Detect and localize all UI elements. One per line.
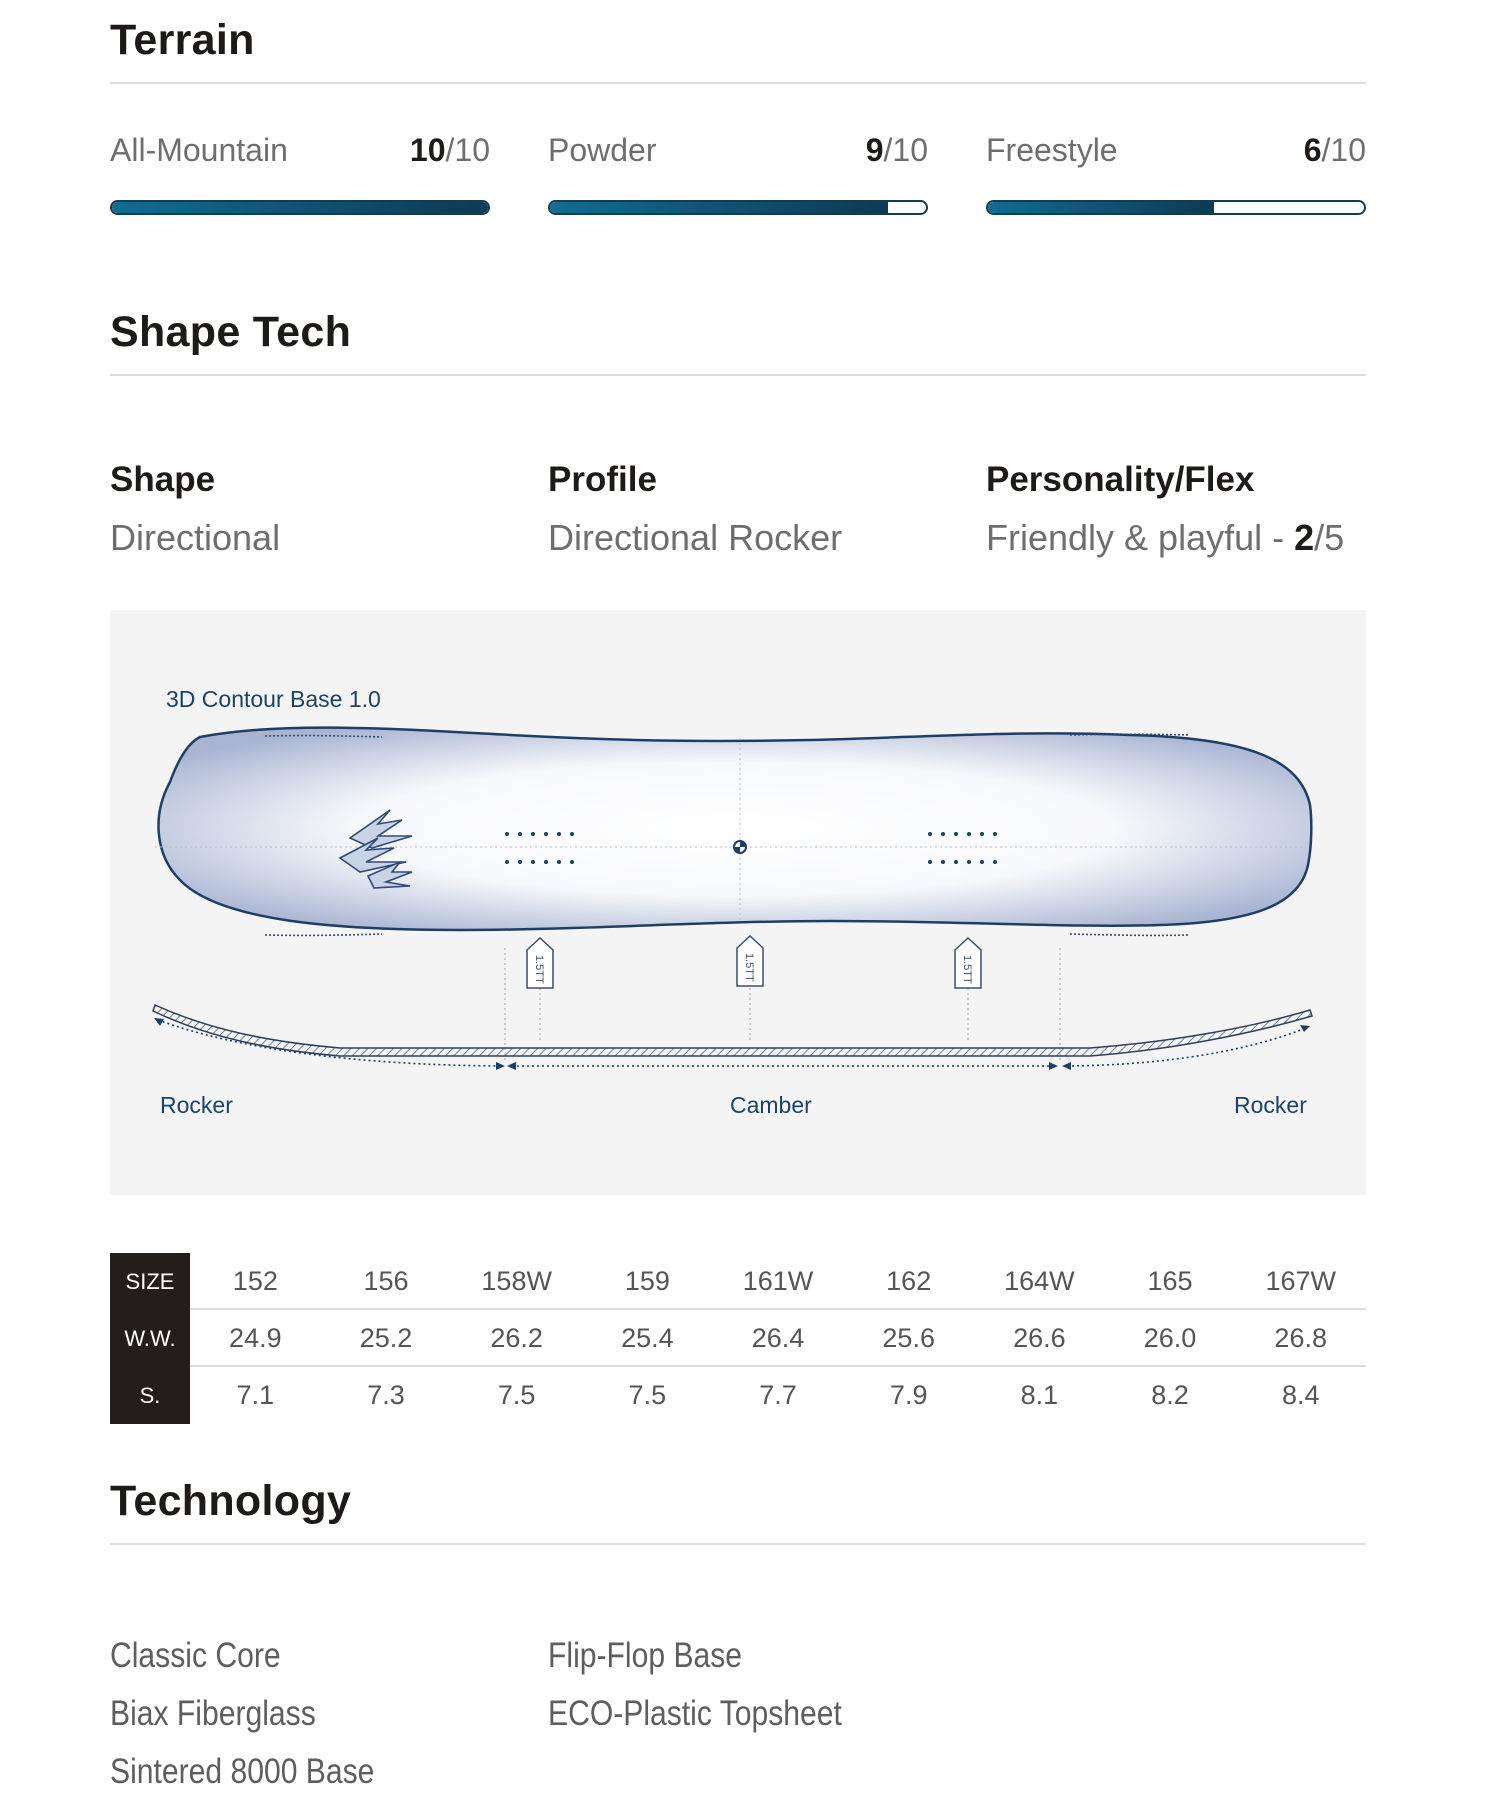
board-profile-diagram bbox=[110, 610, 1366, 1195]
size-row bbox=[110, 1253, 1366, 1310]
meter-all-mountain bbox=[110, 130, 490, 220]
spec-heading: Profile bbox=[548, 460, 657, 499]
terrain-title: Terrain bbox=[110, 16, 255, 64]
spec-heading: Personality/Flex bbox=[986, 460, 1255, 499]
sidecut-row bbox=[110, 1367, 1366, 1424]
meter-score: 9/10 bbox=[865, 132, 928, 168]
table-cell: 24.9 bbox=[229, 1323, 282, 1353]
table-cell: 7.1 bbox=[236, 1380, 275, 1410]
flex-rating: 2 bbox=[1294, 517, 1315, 558]
spec-shape bbox=[110, 458, 280, 560]
meter-label: Freestyle bbox=[986, 132, 1118, 168]
table-cell: 167W bbox=[1265, 1266, 1336, 1296]
meter-track bbox=[110, 200, 490, 215]
table-cell: 7.5 bbox=[628, 1380, 667, 1410]
board-top-view bbox=[155, 728, 1311, 936]
meter-label: Powder bbox=[548, 132, 657, 168]
meter-track bbox=[548, 200, 928, 215]
table-cell: 26.2 bbox=[490, 1323, 543, 1353]
spec-heading: Shape bbox=[110, 460, 216, 499]
table-cell: 165 bbox=[1147, 1266, 1193, 1296]
board-side-profile bbox=[153, 1005, 1312, 1056]
shape-tech-divider bbox=[110, 374, 1366, 376]
rocker-right-label: Rocker bbox=[1234, 1092, 1307, 1118]
meter-score: 6/10 bbox=[1303, 132, 1366, 168]
row-header: SIZE bbox=[110, 1253, 190, 1310]
table-cell: 161W bbox=[742, 1266, 814, 1296]
table-cell: 159 bbox=[624, 1266, 670, 1296]
table-cell: 25.6 bbox=[882, 1323, 935, 1353]
technology-item: Biax Fiberglass bbox=[110, 1694, 316, 1733]
rocker-left-label: Rocker bbox=[160, 1092, 233, 1118]
meter-fill bbox=[988, 202, 1214, 213]
row-header: W.W. bbox=[110, 1310, 190, 1367]
spec-value: Friendly & playful - 2/5 bbox=[986, 517, 1345, 558]
meter-fill bbox=[550, 202, 888, 213]
table-cell: 164W bbox=[1004, 1266, 1075, 1296]
tag-label: 1.5TT bbox=[533, 955, 545, 984]
table-cell: 26.6 bbox=[1013, 1323, 1066, 1353]
technology-item: Classic Core bbox=[110, 1636, 281, 1675]
tag-label: 1.5TT bbox=[961, 955, 973, 984]
table-cell: 26.0 bbox=[1143, 1323, 1197, 1353]
spec-profile bbox=[548, 458, 842, 560]
technology-divider bbox=[110, 1543, 1366, 1545]
table-cell: 158W bbox=[481, 1266, 552, 1296]
shape-tech-title: Shape Tech bbox=[110, 308, 352, 356]
tag-label: 1.5TT bbox=[743, 953, 755, 982]
spec-value: Directional bbox=[110, 517, 281, 558]
meter-score: 10/10 bbox=[409, 132, 490, 168]
table-cell: 162 bbox=[886, 1266, 932, 1296]
table-cell: 8.1 bbox=[1020, 1380, 1059, 1410]
table-cell: 25.2 bbox=[359, 1323, 413, 1353]
table-cell: 7.5 bbox=[497, 1380, 536, 1410]
table-cell: 156 bbox=[363, 1266, 409, 1296]
technology-item: Flip-Flop Base bbox=[548, 1636, 743, 1675]
table-cell: 26.8 bbox=[1274, 1323, 1327, 1353]
contour-base-label: 3D Contour Base 1.0 bbox=[166, 686, 381, 712]
technology-list-1 bbox=[110, 1627, 417, 1801]
table-cell: 8.4 bbox=[1281, 1380, 1320, 1410]
table-cell: 7.9 bbox=[889, 1380, 928, 1410]
spec-value: Directional Rocker bbox=[548, 517, 843, 558]
row-header: S. bbox=[110, 1367, 190, 1424]
size-chart-table bbox=[110, 1253, 1366, 1424]
table-cell: 26.4 bbox=[751, 1323, 805, 1353]
technology-list-2 bbox=[548, 1627, 890, 1743]
table-cell: 7.7 bbox=[759, 1380, 797, 1410]
meter-freestyle bbox=[986, 130, 1366, 220]
waist-width-row bbox=[110, 1310, 1366, 1367]
spec-flex bbox=[986, 458, 1344, 560]
table-cell: 8.2 bbox=[1151, 1380, 1189, 1410]
meter-fill bbox=[112, 202, 488, 213]
meter-track bbox=[986, 200, 1366, 215]
terrain-divider bbox=[110, 82, 1366, 84]
technology-item: Sintered 8000 Base bbox=[110, 1752, 375, 1791]
technology-title: Technology bbox=[110, 1477, 352, 1525]
technology-item: ECO-Plastic Topsheet bbox=[548, 1694, 842, 1733]
camber-label: Camber bbox=[730, 1092, 812, 1118]
table-cell: 152 bbox=[232, 1266, 278, 1296]
table-cell: 7.3 bbox=[367, 1380, 405, 1410]
table-cell: 25.4 bbox=[621, 1323, 674, 1353]
meter-label: All-Mountain bbox=[110, 132, 288, 168]
meter-powder bbox=[548, 130, 928, 220]
